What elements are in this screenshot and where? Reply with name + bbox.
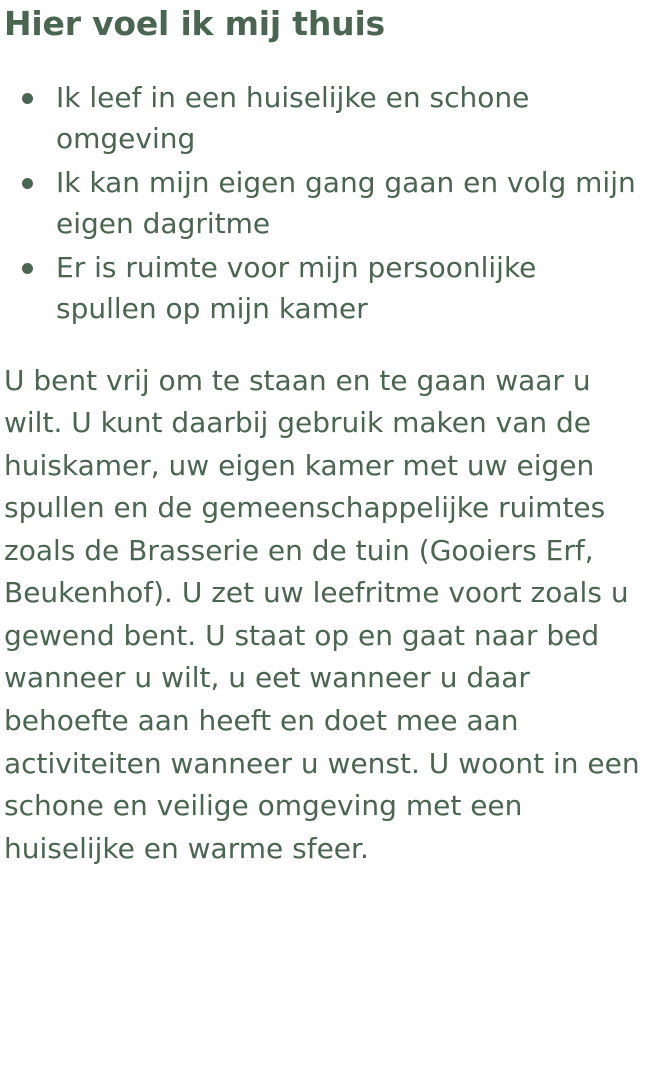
benefits-list xyxy=(4,77,642,330)
list-item xyxy=(4,247,642,330)
list-item-label: Er is ruimte voor mijn persoonlijke spullen op mijn kamer xyxy=(56,250,537,326)
bullet-dot-icon xyxy=(22,178,33,189)
list-item xyxy=(4,162,642,245)
list-item xyxy=(4,77,642,160)
page-title: Hier voel ik mij thuis xyxy=(4,4,385,43)
bullet-dot-icon xyxy=(22,263,33,274)
bullet-dot-icon xyxy=(22,93,33,104)
list-item-label: Ik kan mijn eigen gang gaan en volg mijn eigen dagritme xyxy=(56,165,636,241)
body-paragraph: U bent vrij om te staan en te gaan waar u wilt. U kunt daarbij gebruik maken van de huiskamer, uw eigen kamer met uw eigen spullen en de gemeenschappelijke ruimtes zoals de Brasserie en de tuin (Gooiers Erf, Beukenhof). U zet uw leefritme voort zoals u gewend bent. U staat op en gaat naar bed wanneer u wilt, u eet wanneer u daar behoefte aan heeft en doet mee aan activiteiten wanneer u wenst. U woont in een schone en veilige omgeving met een huiselijke en warme sfeer. xyxy=(4,363,640,865)
list-item-label: Ik leef in een huiselijke en schone omgeving xyxy=(56,80,530,156)
